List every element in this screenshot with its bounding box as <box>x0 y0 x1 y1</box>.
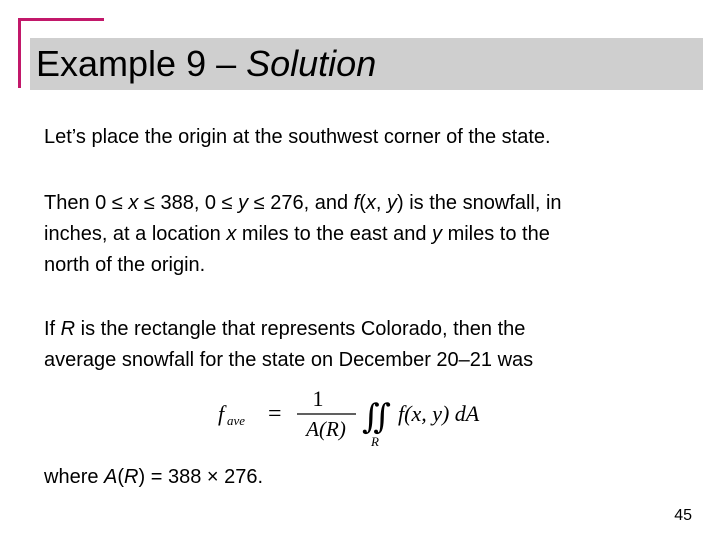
text-run: A <box>104 466 118 488</box>
average-value-formula <box>214 378 524 456</box>
accent-line-horizontal <box>18 18 104 21</box>
text-run: x <box>128 192 139 214</box>
text-run: y <box>238 192 249 214</box>
formula-region: R <box>371 434 379 449</box>
slide-title <box>36 40 376 88</box>
slide-title-main: Example 9 – <box>36 43 237 84</box>
text-run: ( <box>359 192 366 214</box>
text-run: R <box>124 466 139 488</box>
text-run: ) = 388 × 276. <box>138 466 264 488</box>
formula-denominator: A(R) <box>306 417 346 441</box>
text-run: R <box>60 318 76 340</box>
paragraph-2-line-3 <box>44 250 562 281</box>
paragraph-1: Let’s place the origin at the southwest corner of the state. <box>44 126 551 148</box>
text-run: average snowfall for the state on December 20–21 was <box>44 349 534 371</box>
text-run: y <box>432 223 443 245</box>
double-integral-icon: ∬ <box>362 397 391 437</box>
formula-integrand: f(x, y) dA <box>398 401 480 426</box>
formula-lhs-subscript: ave <box>227 413 246 428</box>
text-run: Then 0 ≤ <box>44 192 129 214</box>
text-run: x <box>365 192 376 214</box>
text-run: north of the origin. <box>44 254 206 276</box>
paragraph-2-line-1 <box>44 188 562 219</box>
paragraph-3-line-1 <box>44 314 533 345</box>
text-run: y <box>387 192 398 214</box>
text-run: where <box>44 466 105 488</box>
paragraph-2-line-2 <box>44 219 562 250</box>
paragraph-2 <box>44 188 562 281</box>
formula-equals: = <box>268 401 282 427</box>
text-run: ≤ 388, 0 ≤ <box>138 192 239 214</box>
text-run: miles to the east and <box>236 223 433 245</box>
text-run: ≤ 276, and <box>248 192 354 214</box>
formula-lhs: f <box>218 401 225 426</box>
text-run: x <box>226 223 237 245</box>
text-run: , <box>375 192 388 214</box>
text-run: f <box>353 192 360 214</box>
text-run: inches, at a location <box>44 223 227 245</box>
page-number: 45 <box>674 507 692 524</box>
text-run: ( <box>117 466 125 488</box>
slide-title-italic: Solution <box>246 43 377 84</box>
text-run: ) is the snowfall, in <box>397 192 562 214</box>
accent-line-vertical <box>18 18 21 88</box>
paragraph-3 <box>44 314 533 376</box>
paragraph-3-line-2 <box>44 345 533 376</box>
formula-numerator: 1 <box>312 386 324 411</box>
text-run: If <box>44 318 61 340</box>
text-run: miles to the <box>442 223 550 245</box>
text-run: is the rectangle that represents Colorado, then the <box>75 318 526 340</box>
paragraph-4 <box>44 462 263 493</box>
